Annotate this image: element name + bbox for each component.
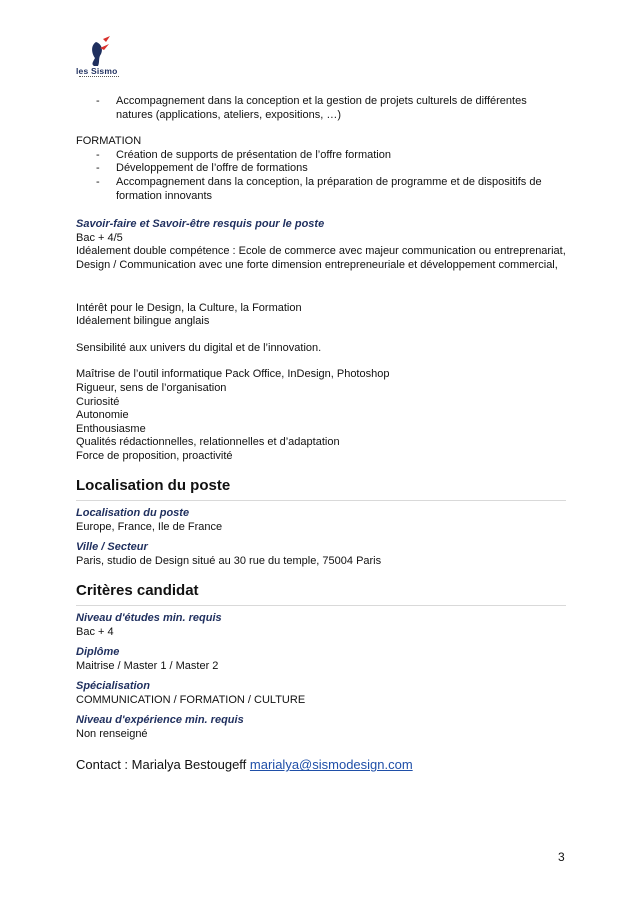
skills-line: Autonomie xyxy=(76,409,129,422)
skills-heading: Savoir-faire et Savoir-être resquis pour le poste xyxy=(76,218,325,231)
logo-tagline-line xyxy=(79,76,119,79)
skills-line: Maîtrise de l’outil informatique Pack Office, InDesign, Photoshop xyxy=(76,368,390,381)
top-list xyxy=(76,95,566,122)
skills-line: Bac + 4/5 xyxy=(76,231,123,244)
field-label: Diplôme xyxy=(76,646,120,659)
document-body xyxy=(76,95,566,773)
field-label: Niveau d'études min. requis xyxy=(76,612,222,625)
contact-line xyxy=(76,757,566,773)
skills-line: Rigueur, sens de l’organisation xyxy=(76,381,227,394)
skills-line: Curiosité xyxy=(76,395,120,408)
field-value: COMMUNICATION / FORMATION / CULTURE xyxy=(76,694,306,707)
skills-line: Intérêt pour le Design, la Culture, la Formation xyxy=(76,301,302,314)
skills-line: Sensibilité aux univers du digital et de l’innovation. xyxy=(76,341,322,354)
skills-line: Idéalement bilingue anglais xyxy=(76,315,210,328)
skills-line: Enthousiasme xyxy=(76,422,146,435)
field-label: Spécialisation xyxy=(76,680,150,693)
list-item: - Développement de l’offre de formations xyxy=(76,162,566,176)
contact-email-link[interactable]: marialya@sismodesign.com xyxy=(249,757,413,773)
criteres-title: Critères candidat xyxy=(76,582,566,606)
field-value: Europe, France, Ile de France xyxy=(76,521,223,534)
formation-list xyxy=(76,149,566,203)
contact-prefix: Contact : Marialya Bestougeff xyxy=(76,757,250,773)
skills-line: Idéalement double compétence : Ecole de commerce avec majeur communication ou entreprenariat, Design / Communication avec une forte dimension entrepreneuriale et développement commercial, xyxy=(76,245,566,271)
field-label: Niveau d'expérience min. requis xyxy=(76,714,244,727)
field-label: Ville / Secteur xyxy=(76,541,148,554)
field-value: Maitrise / Master 1 / Master 2 xyxy=(76,660,219,673)
formation-heading: FORMATION xyxy=(76,135,142,148)
list-item: - Accompagnement dans la conception, la préparation de programme et de dispositifs de formation innovants xyxy=(76,176,566,203)
field-value: Non renseigné xyxy=(76,728,148,741)
list-item: - Accompagnement dans la conception et la gestion de projets culturels de différentes natures (applications, ateliers, expositions, …) xyxy=(76,95,566,122)
field-value: Bac + 4 xyxy=(76,626,114,639)
skills-line: Qualités rédactionnelles, relationnelles et d’adaptation xyxy=(76,436,340,449)
localisation-title: Localisation du poste xyxy=(76,477,566,501)
logo-text: les Sismo xyxy=(76,66,118,76)
field-value: Paris, studio de Design situé au 30 rue du temple, 75004 Paris xyxy=(76,555,382,568)
field-label: Localisation du poste xyxy=(76,507,190,520)
page-number: 3 xyxy=(558,850,565,864)
skills-line: Force de proposition, proactivité xyxy=(76,449,233,462)
list-item: - Création de supports de présentation de l’offre formation xyxy=(76,149,566,163)
